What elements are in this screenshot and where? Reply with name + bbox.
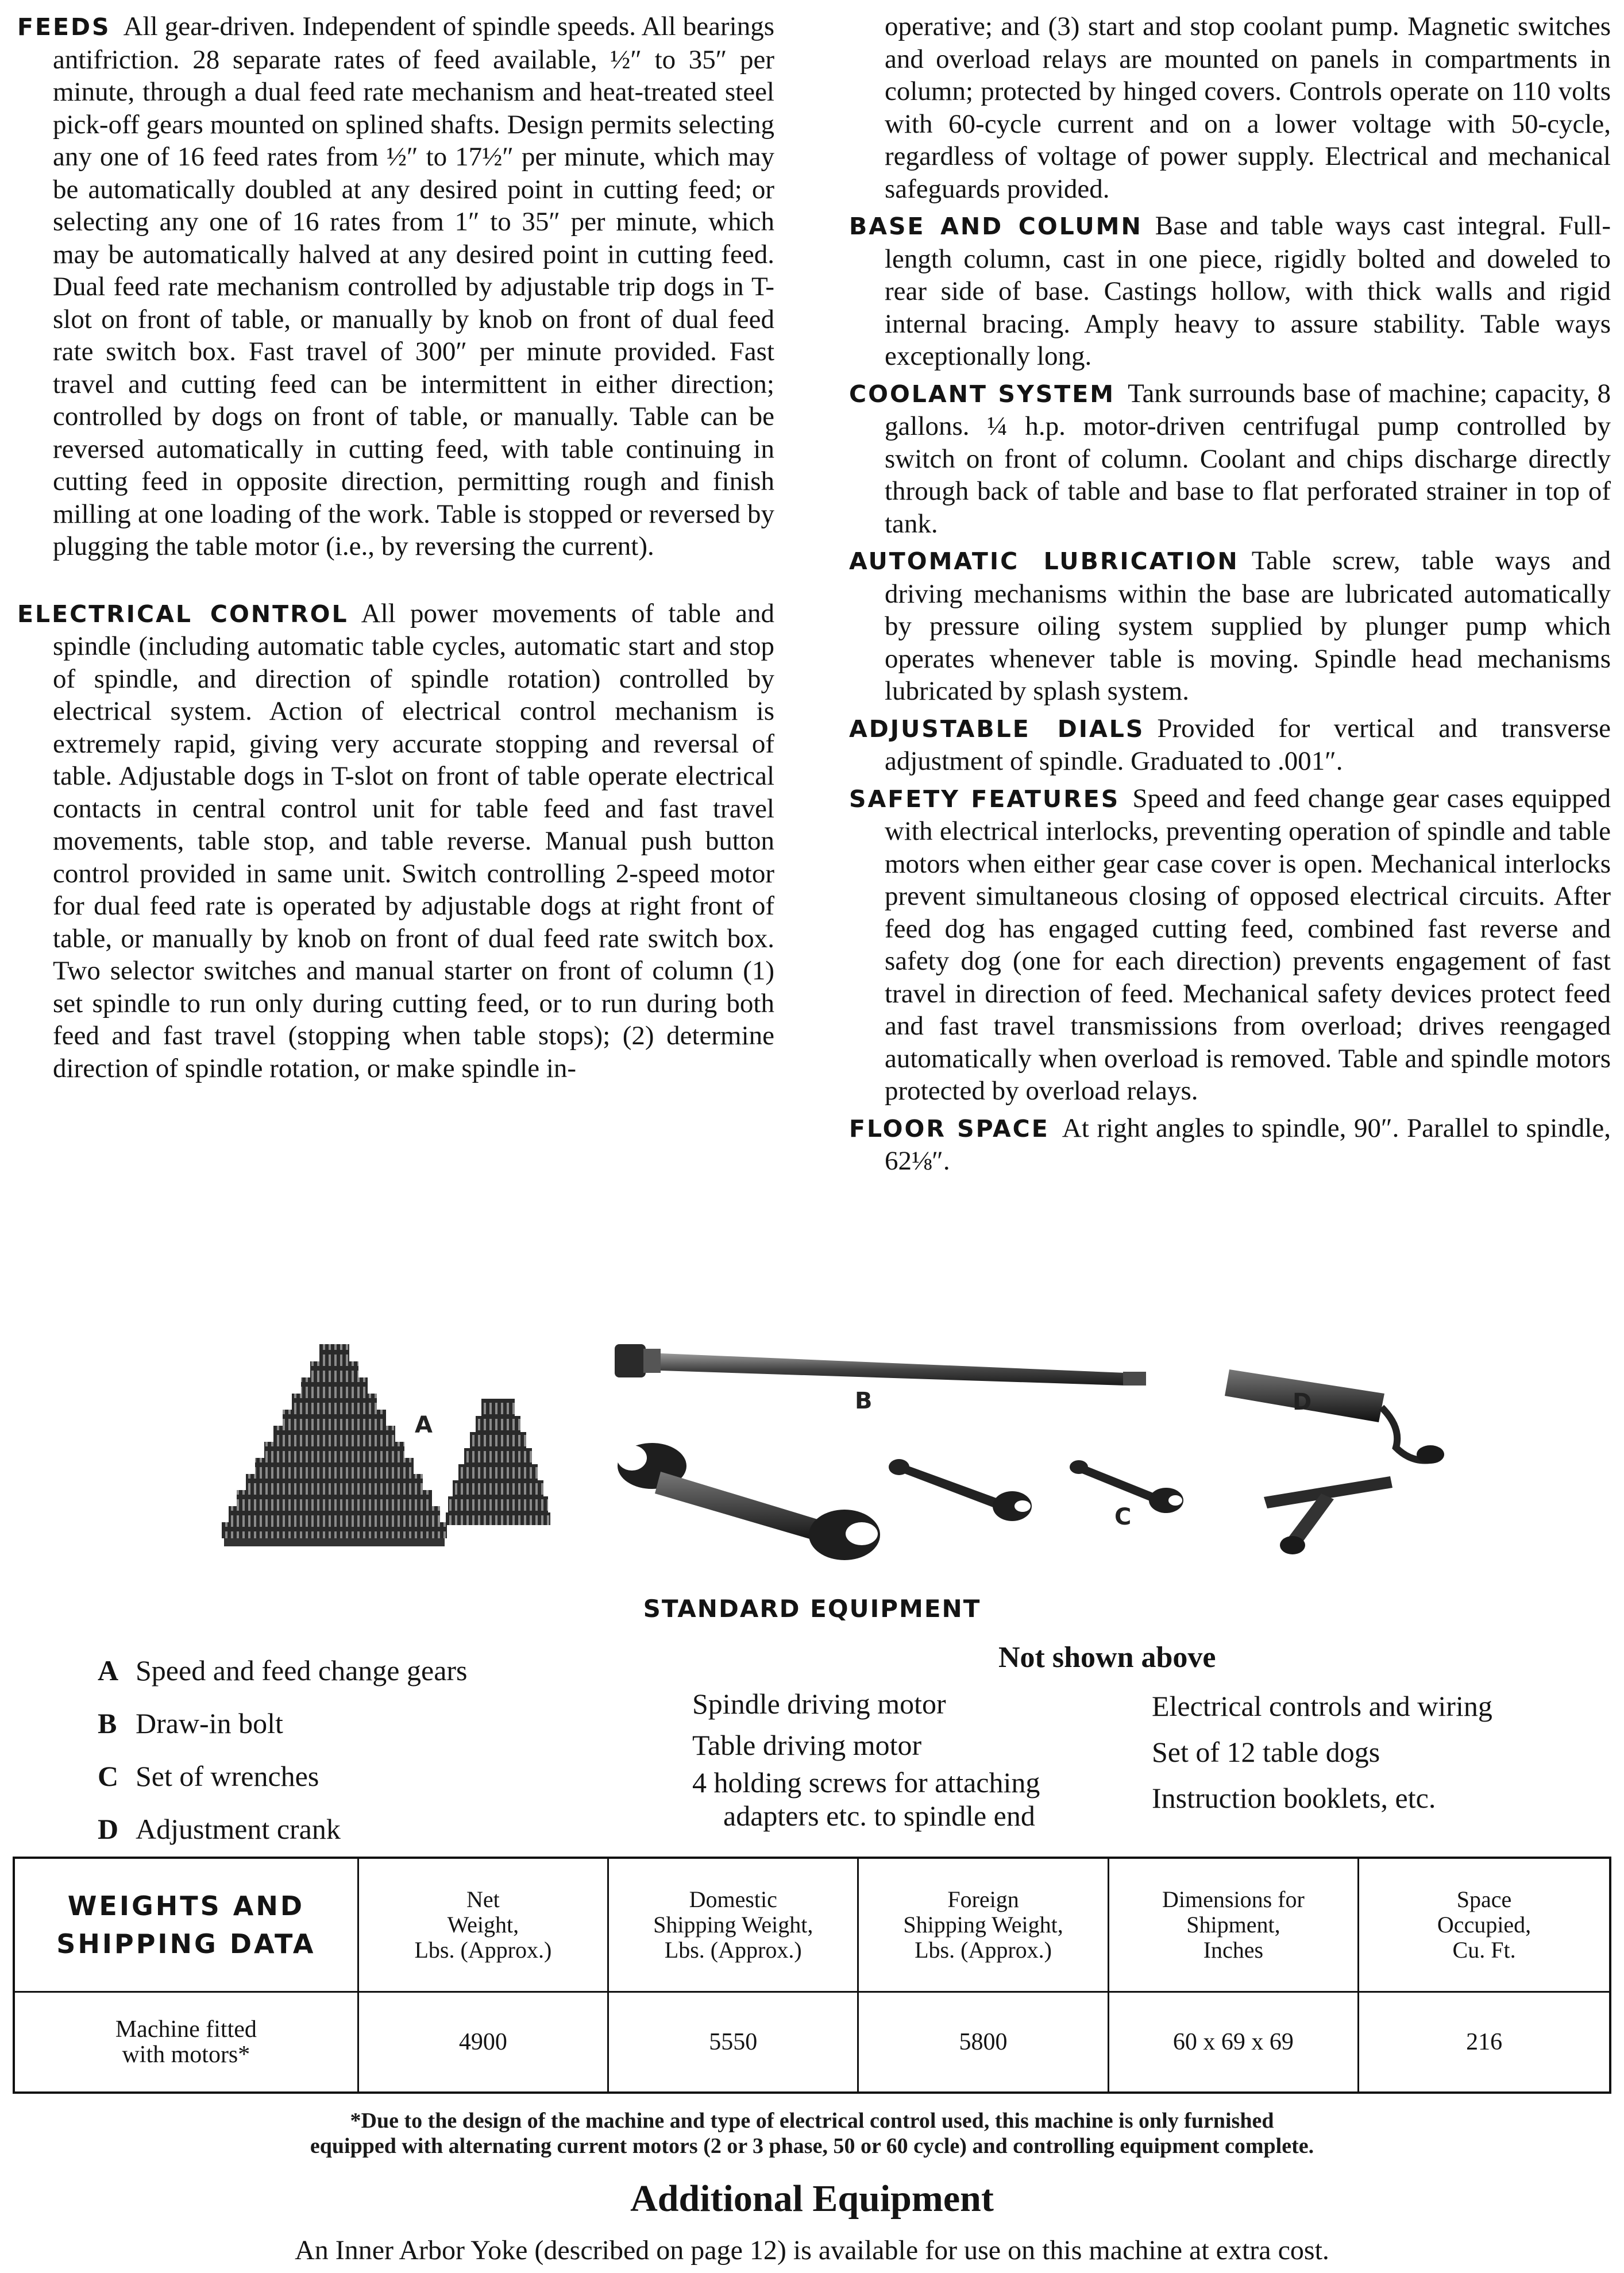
header-line: Lbs. (Approx.): [414, 1937, 552, 1963]
spec-text: Tank surrounds base of machine; capacity, 8 gallons. ¼ h.p. motor-driven centrifugal pump controlled by switch on front of column. Coolant and chips discharge directly through back of table and base to flat perforated strainer in top of tank.: [885, 378, 1611, 539]
row-label-line: Machine fitted: [115, 2016, 257, 2043]
gear-stack-small: [446, 1399, 550, 1525]
equipment-text: Adjustment crank: [136, 1813, 341, 1845]
figure-label-d: D: [1293, 1389, 1312, 1415]
header-line: Weight,: [447, 1912, 519, 1938]
table-title: [14, 1858, 358, 1992]
table-title-line: WEIGHTS AND: [67, 1890, 305, 1921]
header-line: Lbs. (Approx.): [915, 1937, 1052, 1963]
cell-space: 216: [1359, 1992, 1610, 2093]
spec-coolant-system: [849, 377, 1611, 541]
weights-shipping-table: [13, 1857, 1611, 2094]
spec-text: All power movements of table and spindle (including automatic table cycles, automatic start and stop of spindle, and direction of spindle rotation) controlled by electrical system. Action of electrical control mechanism is extremely rapid, giving very accurate stopping and reversal of table. Adjustable dogs in T-slot on front of table operate electrical contacts in central control unit for table feed and fast travel movements, table stop, and table reverse. Manual push button control provided in same unit. Switch controlling 2-speed motor for dual feed rate is operated by adjustable dogs at right front of table, or manually by knob on front of dual feed rate switch box. Two selector switches and manual starter on front of column (1) set spindle to run only during cutting feed, or to run during both feed and fast travel (stopping when table stops); (2) determine direction of spindle rotation, or make spindle in-: [53, 598, 774, 1083]
column-header-foreign-weight: [858, 1858, 1108, 1992]
not-shown-item: Electrical controls and wiring: [1152, 1690, 1492, 1722]
footnote: [0, 2108, 1624, 2159]
spec-feeds: [17, 10, 774, 563]
header-line: Shipment,: [1186, 1912, 1280, 1938]
not-shown-item: Set of 12 table dogs: [1152, 1736, 1380, 1768]
spec-heading: AUTOMATIC LUBRICATION: [849, 547, 1239, 575]
equipment-text: Set of wrenches: [136, 1760, 319, 1792]
column-header-dimensions: [1108, 1858, 1358, 1992]
equipment-letter: C: [98, 1760, 119, 1792]
additional-equipment-title: Additional Equipment: [630, 2178, 994, 2220]
header-line: Foreign: [947, 1886, 1019, 1912]
spec-electrical-control: [17, 597, 774, 1085]
spec-text: All gear-driven. Independent of spindle speeds. All bearings antifriction. 28 separate rates of feed available, ½″ to 35″ per minute, through a dual feed rate mechanism and heat-treated steel pick-off gears mounted on splined shafts. Design permits selecting any one of 16 feed rates from ½″ to 17½″ per minute, which may be automatically doubled at any desired point in cutting feed; or selecting any one of 16 rates from 1″ to 35″ per minute, which may be automatically halved at any desired point in cutting feed. Dual feed rate mechanism controlled by adjustable trip dogs in T-slot on front of table, or manually by knob on front of dual feed rate switch box. Fast travel of 300″ per minute provided. Fast travel and cutting feed can be intermittent in either direction; controlled by dogs on front of table, or manually. Table can be reversed automatically in cutting feed, with table continuing in cutting feed in opposite direction, permitting rough and finish milling at one loading of the work. Table is stopped or reversed by plugging the table motor (i.e., by reversing the current).: [53, 11, 774, 561]
spec-column-left: [17, 10, 774, 1085]
not-shown-item: Instruction booklets, etc.: [1152, 1782, 1436, 1814]
equipment-photo: [0, 1321, 1624, 1580]
cell-net-weight: 4900: [358, 1992, 608, 2093]
wrench-medium: [889, 1459, 1032, 1521]
gear-stack-large: [222, 1344, 447, 1546]
footnote-line: equipped with alternating current motors (2 or 3 phase, 50 or 60 cycle) and controlling equipment complete.: [310, 2134, 1314, 2158]
spec-heading: BASE AND COLUMN: [849, 213, 1143, 240]
equipment-letter: A: [98, 1654, 119, 1687]
spec-adjustable-dials: [849, 712, 1611, 778]
not-shown-item: Table driving motor: [692, 1729, 922, 1761]
header-line: Shipping Weight,: [653, 1912, 813, 1938]
row-label-line: with motors*: [122, 2042, 250, 2068]
additional-equipment-text: An Inner Arbor Yoke (described on page 12) is available for use on this machine at extra cost.: [295, 2235, 1329, 2266]
spec-heading: ELECTRICAL CONTROL: [17, 600, 349, 628]
spec-safety-features: [849, 782, 1611, 1107]
spec-heading: COOLANT SYSTEM: [849, 380, 1116, 408]
equipment-item: [98, 1803, 468, 1855]
not-shown-item-continued: adapters etc. to spindle end: [723, 1800, 1035, 1832]
spec-text: Base and table ways cast integral. Full-length column, cast in one piece, rigidly bolted and doweled to rear side of base. Castings hollow, with thick walls and rigid internal bracing. Amply heavy to assure stability. Table ways exceptionally long.: [885, 211, 1611, 371]
t-handle-key: [1264, 1476, 1392, 1554]
equipment-item: [98, 1750, 468, 1803]
not-shown-list-col2: [1152, 1683, 1492, 1821]
spec-text: Speed and feed change gear cases equipped with electrical interlocks, preventing operation of spindle and table motors when either gear case cover is open. Mechanical interlocks prevent simultaneous closing of opposed electrical circuits. After feed dog has engaged cutting feed, combined fast reverse and safety dog (one for each direction) prevents engagement of fast travel in direction of feed. Mechanical safety devices protect feed and fast travel transmissions from overload; drives reengaged automatically when overload is removed. Table and spindle motors protected by overload relays.: [885, 783, 1611, 1106]
footnote-line: *Due to the design of the machine and type of electrical control used, this machine is only furnished: [350, 2109, 1274, 2133]
cell-foreign-weight: 5800: [858, 1992, 1108, 2093]
spec-automatic-lubrication: [849, 545, 1611, 708]
spec-column-right: [849, 10, 1611, 1178]
spec-electrical-control-continued: operative; and (3) start and stop coolant pump. Magnetic switches and overload relays are mounted on panels in compartments in column; protected by hinged covers. Controls operate on 110 volts with 60-cycle current and on a lower voltage with 50-cycle, regardless of voltage of power supply. Electrical and mechanical safeguards provided.: [885, 11, 1611, 204]
equipment-item: [98, 1644, 468, 1697]
standard-equipment-list: [98, 1644, 468, 1855]
figure-label-b: B: [855, 1388, 873, 1414]
spec-text: Table screw, table ways and driving mechanisms within the base are lubricated automatically by pressure oiling system supplied by plunger pump which operates whenever table is moving. Spindle head mechanisms lubricated by splash system.: [885, 546, 1611, 706]
spec-heading: SAFETY FEATURES: [849, 785, 1120, 813]
spec-heading: ADJUSTABLE DIALS: [849, 715, 1145, 743]
header-line: Space: [1456, 1886, 1512, 1912]
table-row: [14, 1992, 1610, 2093]
row-label: [14, 1992, 358, 2093]
not-shown-list-col1: [692, 1683, 1040, 1832]
adjustment-crank: [1225, 1369, 1444, 1464]
not-shown-item: Spindle driving motor: [692, 1688, 946, 1720]
header-line: Lbs. (Approx.): [664, 1937, 802, 1963]
draw-in-bolt: [615, 1344, 1146, 1386]
equipment-illustration: [0, 1321, 1624, 1580]
spec-base-and-column: [849, 210, 1611, 373]
cell-dimensions: 60 x 69 x 69: [1108, 1992, 1358, 2093]
equipment-text: Draw-in bolt: [136, 1707, 283, 1739]
spec-floor-space: [849, 1112, 1611, 1178]
cell-domestic-weight: 5550: [608, 1992, 858, 2093]
standard-equipment-title: STANDARD EQUIPMENT: [643, 1595, 981, 1623]
column-header-domestic-weight: [608, 1858, 858, 1992]
header-line: Inches: [1203, 1937, 1264, 1963]
table-header-row: [14, 1858, 1610, 1992]
spec-text: At right angles to spindle, 90″. Parallel to spindle, 62⅛″.: [885, 1113, 1611, 1176]
figure-label-a: A: [415, 1412, 433, 1438]
header-line: Shipping Weight,: [903, 1912, 1063, 1938]
column-header-net-weight: [358, 1858, 608, 1992]
spec-heading: FLOOR SPACE: [849, 1114, 1050, 1143]
equipment-text: Speed and feed change gears: [136, 1654, 468, 1687]
column-header-space: [1359, 1858, 1610, 1992]
wrench-large: [617, 1443, 880, 1560]
figure-label-c: C: [1114, 1504, 1132, 1530]
header-line: Net: [466, 1886, 500, 1912]
header-line: Occupied,: [1437, 1912, 1532, 1938]
equipment-letter: B: [98, 1707, 117, 1739]
spec-text: Provided for vertical and transverse adjustment of spindle. Graduated to .001″.: [885, 713, 1611, 776]
spec-heading: FEEDS: [17, 13, 111, 41]
equipment-letter: D: [98, 1813, 119, 1845]
not-shown-title: Not shown above: [998, 1641, 1216, 1674]
header-line: Domestic: [689, 1886, 777, 1912]
not-shown-item: 4 holding screws for attaching: [692, 1766, 1040, 1799]
header-line: Dimensions for: [1162, 1886, 1305, 1912]
header-line: Cu. Ft.: [1452, 1937, 1516, 1963]
equipment-item: [98, 1697, 468, 1750]
table-title-line: SHIPPING DATA: [56, 1928, 316, 1959]
